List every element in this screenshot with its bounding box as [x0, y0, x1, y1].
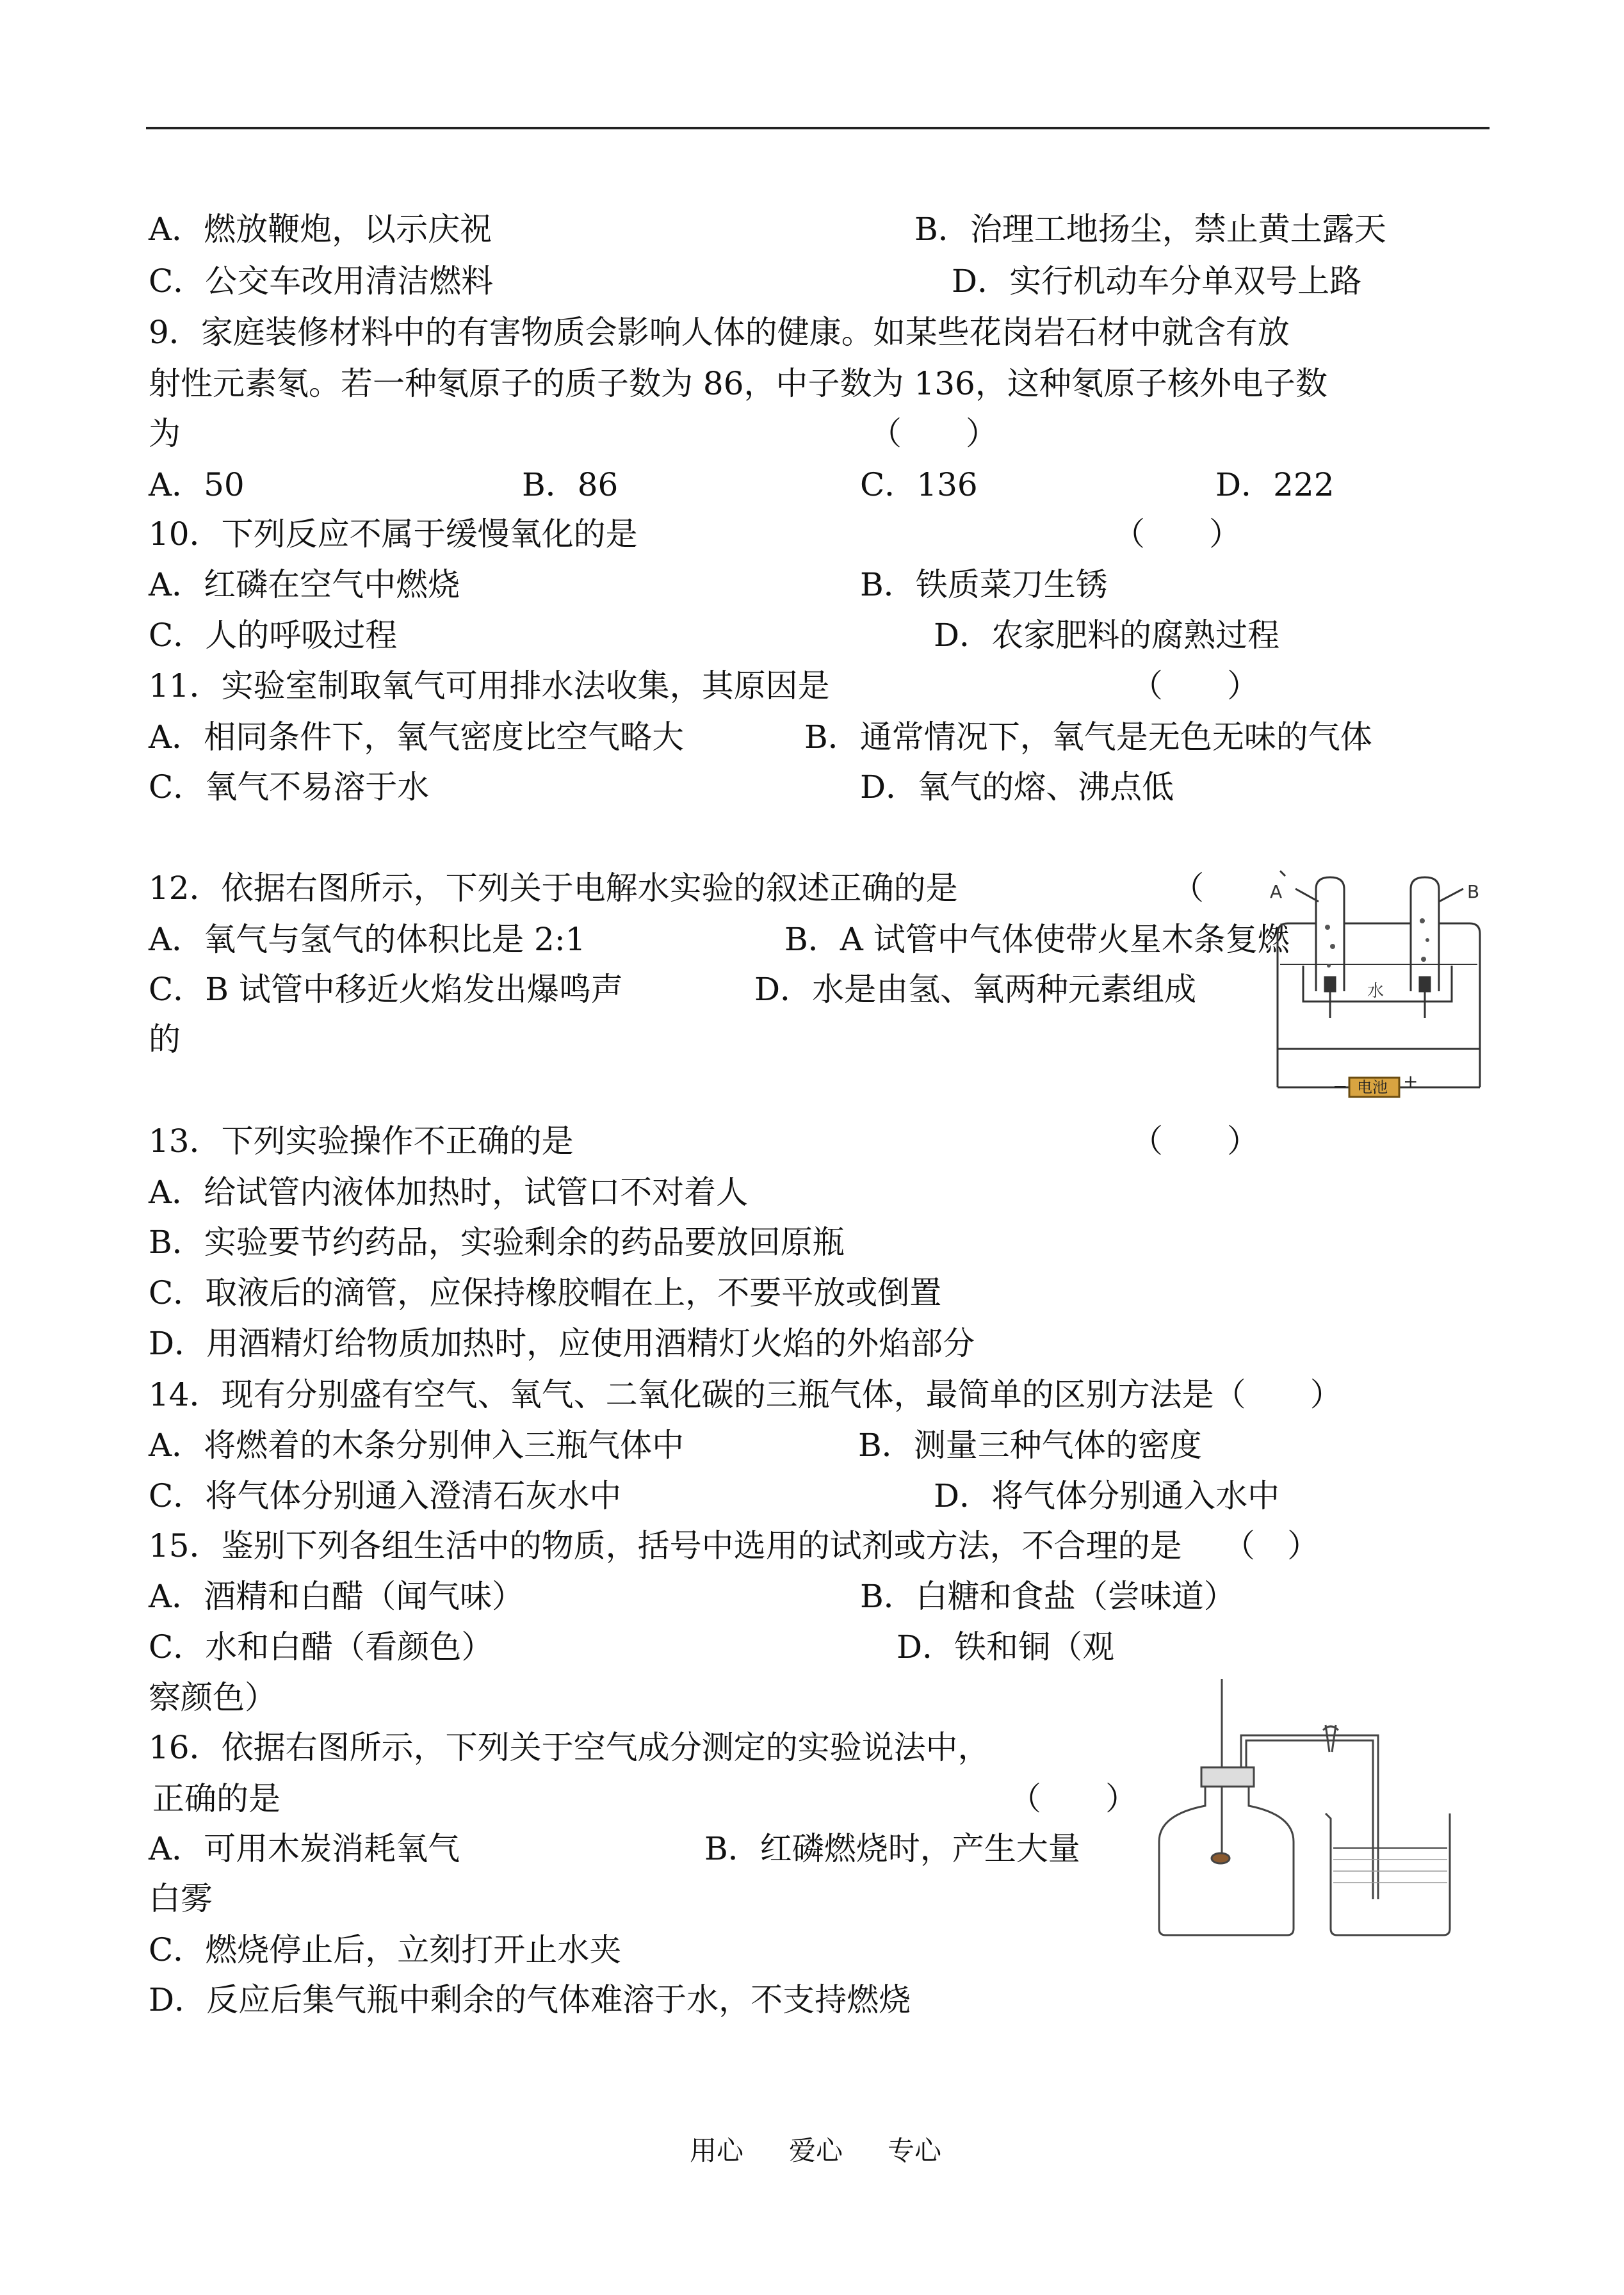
q8-option-b: B．治理工地扬尘，禁止黄土露天	[914, 211, 1386, 248]
q9-option-c: C．136	[860, 466, 978, 503]
q12-option-d-continued: 的	[149, 1021, 181, 1058]
q11-option-d: D．氧气的熔、沸点低	[860, 768, 1174, 806]
q15-option-d-continued: 察颜色）	[149, 1679, 277, 1716]
q12-stem: 12．依据右图所示，下列关于电解水实验的叙述正确的是	[149, 870, 958, 907]
q14-option-c: C．将气体分别通入澄清石灰水中	[149, 1477, 622, 1514]
q10-option-b: B．铁质菜刀生锈	[860, 566, 1108, 603]
q14-stem: 14．现有分别盛有空气、氧气、二氧化碳的三瓶气体，最简单的区别方法是（ ）	[149, 1376, 1342, 1413]
q9-option-b: B．86	[522, 466, 619, 503]
q15-option-d: D．铁和铜（观	[897, 1628, 1115, 1666]
q10-option-a: A．红磷在空气中燃烧	[149, 566, 460, 603]
battery-plus: +	[1403, 1071, 1418, 1092]
q9-option-a: A．50	[149, 466, 245, 503]
q13-stem: 13．下列实验操作不正确的是	[149, 1123, 574, 1160]
q11-option-b: B．通常情况下，氧气是无色无味的气体	[804, 718, 1372, 756]
q16-option-b-continued: 白雾	[149, 1880, 213, 1917]
q8-option-a: A．燃放鞭炮，以示庆祝	[149, 211, 492, 248]
electrode-label-b: B	[1467, 881, 1480, 902]
footer-word-2: 爱心	[789, 2135, 843, 2166]
q11-stem: 11．实验室制取氧气可用排水法收集，其原因是	[149, 667, 830, 704]
q16-option-b: B．红磷燃烧时，产生大量	[704, 1830, 1080, 1867]
q10-stem: 10．下列反应不属于缓慢氧化的是	[149, 515, 638, 553]
q16-option-c: C．燃烧停止后，立刻打开止水夹	[149, 1931, 622, 1968]
electrolysis-figure	[1271, 870, 1489, 1101]
q16-option-a: A．可用木炭消耗氧气	[149, 1830, 460, 1867]
q14-option-d: D．将气体分别通入水中	[934, 1477, 1280, 1514]
water-label: 水	[1367, 982, 1384, 1001]
electrode-label-a: A	[1270, 881, 1283, 902]
air-composition-apparatus-figure	[1153, 1671, 1454, 1940]
header-rule	[146, 127, 1490, 129]
q12-option-a: A．氧气与氢气的体积比是 2:1	[149, 921, 586, 958]
q10-option-d: D．农家肥料的腐熟过程	[934, 617, 1280, 654]
q13-option-d: D．用酒精灯给物质加热时，应使用酒精灯火焰的外焰部分	[149, 1325, 975, 1362]
q16-answer-paren: （ ）	[1009, 1780, 1137, 1817]
q15-option-b: B．白糖和食盐（尝味道）	[860, 1578, 1236, 1615]
q9-stem-line1: 9．家庭装修材料中的有害物质会影响人体的健康。如某些花岗岩石材中就含有放	[149, 314, 1290, 351]
q8-option-c: C．公交车改用清洁燃料	[149, 263, 494, 300]
q13-option-a: A．给试管内液体加热时，试管口不对着人	[149, 1174, 749, 1211]
q8-option-d: D．实行机动车分单双号上路	[952, 263, 1362, 300]
q9-stem-line2: 射性元素氡。若一种氡原子的质子数为 86，中子数为 136，这种氡原子核外电子数	[149, 365, 1328, 402]
footer-word-1: 用心	[690, 2135, 744, 2166]
q11-answer-paren: （ ）	[1131, 667, 1259, 704]
battery-label: 电池	[1357, 1078, 1388, 1096]
q11-option-a: A．相同条件下，氧气密度比空气略大	[149, 718, 685, 756]
q10-answer-paren: （ ）	[1113, 515, 1241, 553]
q16-stem-line1: 16．依据右图所示，下列关于空气成分测定的实验说法中，	[149, 1729, 990, 1766]
footer-word-3: 专心	[888, 2135, 942, 2166]
q12-option-b: B．A 试管中气体使带火星木条复燃	[784, 921, 1290, 958]
q15-option-c: C．水和白醋（看颜色）	[149, 1628, 494, 1666]
q15-option-a: A．酒精和白醋（闻气味）	[149, 1578, 524, 1615]
q12-option-d: D．水是由氢、氧两种元素组成	[754, 971, 1197, 1008]
q13-option-b: B．实验要节约药品，实验剩余的药品要放回原瓶	[149, 1224, 845, 1261]
q14-option-a: A．将燃着的木条分别伸入三瓶气体中	[149, 1427, 685, 1464]
q13-option-c: C．取液后的滴管，应保持橡胶帽在上，不要平放或倒置	[149, 1274, 942, 1311]
q9-option-d: D．222	[1215, 466, 1335, 503]
q9-stem-line3: 为	[149, 415, 181, 452]
q9-answer-paren: （ ）	[870, 415, 998, 452]
q11-option-c: C．氧气不易溶于水	[149, 768, 430, 806]
q15-stem: 15．鉴别下列各组生活中的物质，括号中选用的试剂或方法，不合理的是	[149, 1527, 1182, 1564]
battery-minus: −	[1333, 1076, 1348, 1097]
q10-option-c: C．人的呼吸过程	[149, 617, 398, 654]
q12-answer-paren: （	[1172, 870, 1204, 907]
q15-answer-paren: （ ）	[1223, 1527, 1319, 1564]
q14-option-b: B．测量三种气体的密度	[858, 1427, 1202, 1464]
q16-stem-line2: 正确的是	[152, 1780, 280, 1817]
q13-answer-paren: （ ）	[1131, 1123, 1259, 1160]
q16-option-d: D．反应后集气瓶中剩余的气体难溶于水，不支持燃烧	[149, 1981, 911, 2018]
q12-option-c: C．B 试管中移近火焰发出爆鸣声	[149, 971, 623, 1008]
